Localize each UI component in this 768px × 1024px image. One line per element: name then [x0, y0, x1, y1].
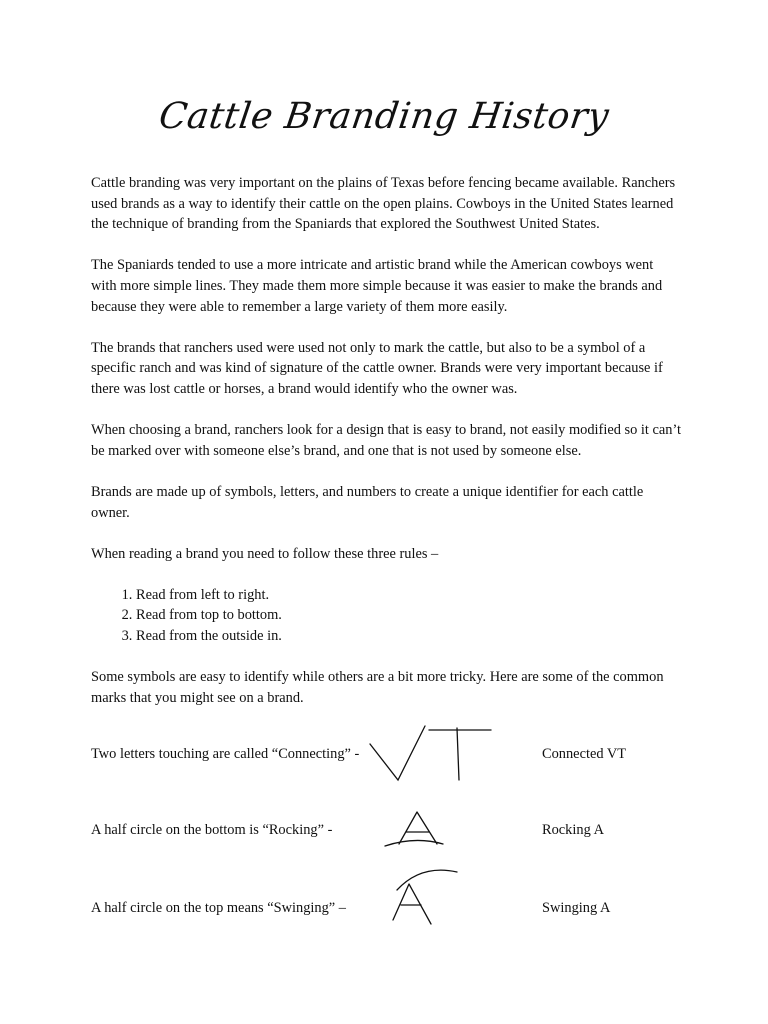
- rule-item: 1. Read from left to right.: [136, 585, 681, 606]
- paragraph-symbol: The brands that ranchers used were used not only to mark the cattle, but also to be a symbol of a specific ranch and was kind of signature of the cattle owner. Brands were very important because if there was lost cattle or horses, a brand would identify who the owner was.: [91, 339, 663, 397]
- paragraph-intro: Cattle branding was very important on the plains of Texas before fencing became available. Ranchers used brands as a way to identify their cattle on the open plains. Cowboys in the United States learned the technique of branding from the Spaniards that explored the Southwest United States.: [91, 175, 676, 233]
- paragraph-choosing: When choosing a brand, ranchers look for a design that is easy to brand, not easily modified so it can’t be marked over with someone else’s brand, and one that is not used by someone else.: [91, 422, 681, 459]
- rules-intro: When reading a brand you need to follow these three rules –: [91, 545, 439, 562]
- example-name: Swinging A: [542, 900, 611, 916]
- example-label: Two letters touching are called “Connecting” -: [91, 746, 360, 762]
- document-body: [91, 173, 681, 729]
- rule-item: 2. Read from top to bottom.: [136, 605, 681, 626]
- page-title: Cattle Branding History: [156, 96, 612, 137]
- example-label: A half circle on the top means “Swinging” –: [91, 900, 346, 916]
- example-swinging: [91, 862, 691, 932]
- rules-list: [91, 585, 681, 647]
- example-name: Rocking A: [542, 822, 604, 838]
- connected-vt-brand-icon: [366, 722, 496, 788]
- paragraph-spaniards: The Spaniards tended to use a more intricate and artistic brand while the American cowboys went with more simple lines. They made them more simple because it was easier to make the brands and because they were able to remember a large variety of them more easily.: [91, 257, 663, 315]
- example-rocking: [91, 800, 691, 870]
- rule-item: 3. Read from the outside in.: [136, 626, 681, 647]
- paragraph-made-up: Brands are made up of symbols, letters, and numbers to create a unique identifier for each cattle owner.: [91, 483, 644, 521]
- example-name: Connected VT: [542, 746, 627, 762]
- symbols-intro: Some symbols are easy to identify while others are a bit more tricky. Here are some of the common marks that you might see on a brand.: [91, 669, 664, 706]
- example-connecting: [91, 722, 691, 792]
- rocking-a-brand-icon: [381, 806, 451, 856]
- swinging-a-brand-icon: [387, 866, 467, 928]
- example-label: A half circle on the bottom is “Rocking” -: [91, 822, 333, 838]
